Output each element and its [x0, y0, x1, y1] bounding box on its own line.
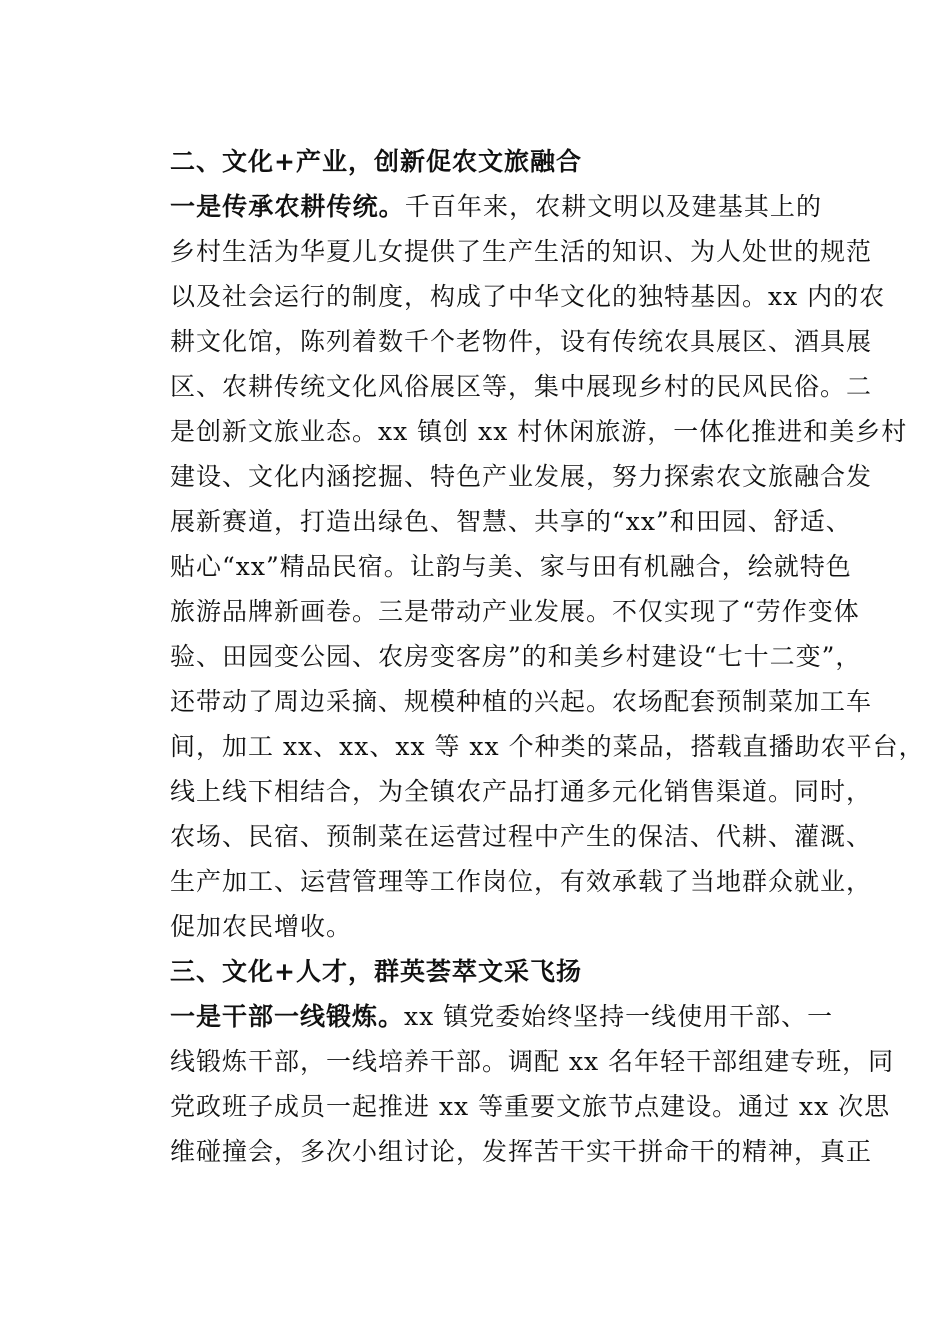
paragraph-line: 展新赛道，打造出绿色、智慧、共享的“xx”和田园、舒适、 — [170, 507, 852, 536]
paragraph-line: 还带动了周边采摘、规模种植的兴起。农场配套预制菜加工车 — [170, 687, 873, 716]
line-text: 千百年来，农耕文明以及建基其上的 — [404, 192, 822, 221]
paragraph-line — [120, 184, 822, 229]
section-heading-culture-talent: 三、文化+人才，群英荟萃文采飞扬 — [170, 957, 582, 986]
paragraph-line: 区、农耕传统文化风俗展区等，集中展现乡村的民风民俗。二 — [170, 372, 873, 401]
lead-phrase: 一是传承农耕传统。 — [170, 192, 405, 221]
paragraph-line: 旅游品牌新画卷。三是带动产业发展。不仅实现了“劳作变体 — [170, 597, 860, 626]
paragraph-line: 线上线下相结合，为全镇农产品打通多元化销售渠道。同时， — [170, 777, 873, 806]
paragraph-line: 农场、民宿、预制菜在运营过程中产生的保洁、代耕、灌溉、 — [170, 822, 873, 851]
paragraph-culture-industry — [120, 184, 925, 949]
paragraph-line: 建设、文化内涵挖掘、特色产业发展，努力探索农文旅融合发 — [170, 462, 873, 491]
paragraph-line: 乡村生活为华夏儿女提供了生产生活的知识、为人处世的规范 — [170, 237, 873, 266]
document-body — [120, 139, 925, 1174]
paragraph-culture-talent — [120, 994, 895, 1174]
section-heading-culture-industry: 二、文化+产业，创新促农文旅融合 — [170, 147, 582, 176]
lead-phrase: 一是干部一线锻炼。 — [170, 1002, 405, 1031]
paragraph-line: 间，加工 xx、xx、xx 等 xx 个种类的菜品，搭载直播助农平台， — [170, 732, 925, 761]
paragraph-line: 是创新文旅业态。xx 镇创 xx 村休闲旅游，一体化推进和美乡村 — [170, 417, 908, 446]
paragraph-line — [120, 994, 834, 1039]
paragraph-line: 验、田园变公园、农房变客房”的和美乡村建设“七十二变”， — [170, 642, 862, 671]
paragraph-line: 线锻炼干部，一线培养干部。调配 xx 名年轻干部组建专班，同 — [170, 1047, 895, 1076]
paragraph-line: 耕文化馆，陈列着数千个老物件，设有传统农具展区、酒具展 — [170, 327, 873, 356]
paragraph-line: 促加农民增收。 — [170, 912, 353, 941]
line-text: xx 镇党委始终坚持一线使用干部、一 — [404, 1002, 834, 1031]
paragraph-line: 党政班子成员一起推进 xx 等重要文旅节点建设。通过 xx 次思 — [170, 1092, 891, 1121]
paragraph-line: 维碰撞会，多次小组讨论，发挥苦干实干拼命干的精神，真正 — [170, 1137, 873, 1166]
paragraph-line: 贴心“xx”精品民宿。让韵与美、家与田有机融合，绘就特色 — [170, 552, 852, 581]
paragraph-line: 以及社会运行的制度，构成了中华文化的独特基因。xx 内的农 — [170, 282, 886, 311]
paragraph-line: 生产加工、运营管理等工作岗位，有效承载了当地群众就业， — [170, 867, 873, 896]
